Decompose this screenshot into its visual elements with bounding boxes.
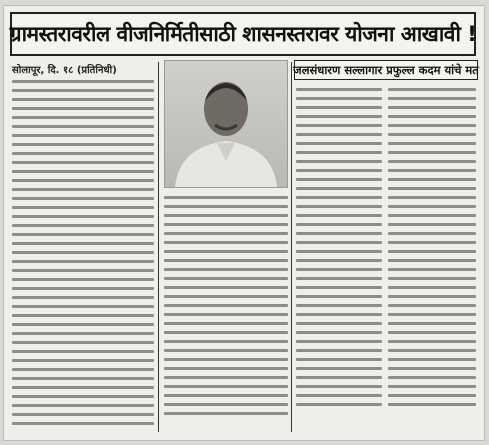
newspaper-clipping xyxy=(4,6,484,440)
headline: ग्रामस्तरावरील वीजनिर्मितीसाठी शासनस्तरावर योजना आखावी ! xyxy=(9,22,477,46)
portrait-photo xyxy=(164,60,288,188)
subhead-box xyxy=(294,60,478,80)
body-column-4 xyxy=(388,88,476,412)
body-column-2 xyxy=(164,196,288,421)
column-divider xyxy=(158,62,159,432)
column-divider xyxy=(291,62,292,432)
subhead: जलसंधारण सल्लागार प्रफुल्ल कदम यांचे मत xyxy=(293,62,479,77)
body-column-1 xyxy=(12,80,154,431)
body-column-3 xyxy=(296,88,382,412)
headline-box xyxy=(10,12,476,56)
dateline: सोलापूर, दि. १८ (प्रतिनिधी) xyxy=(12,65,117,76)
